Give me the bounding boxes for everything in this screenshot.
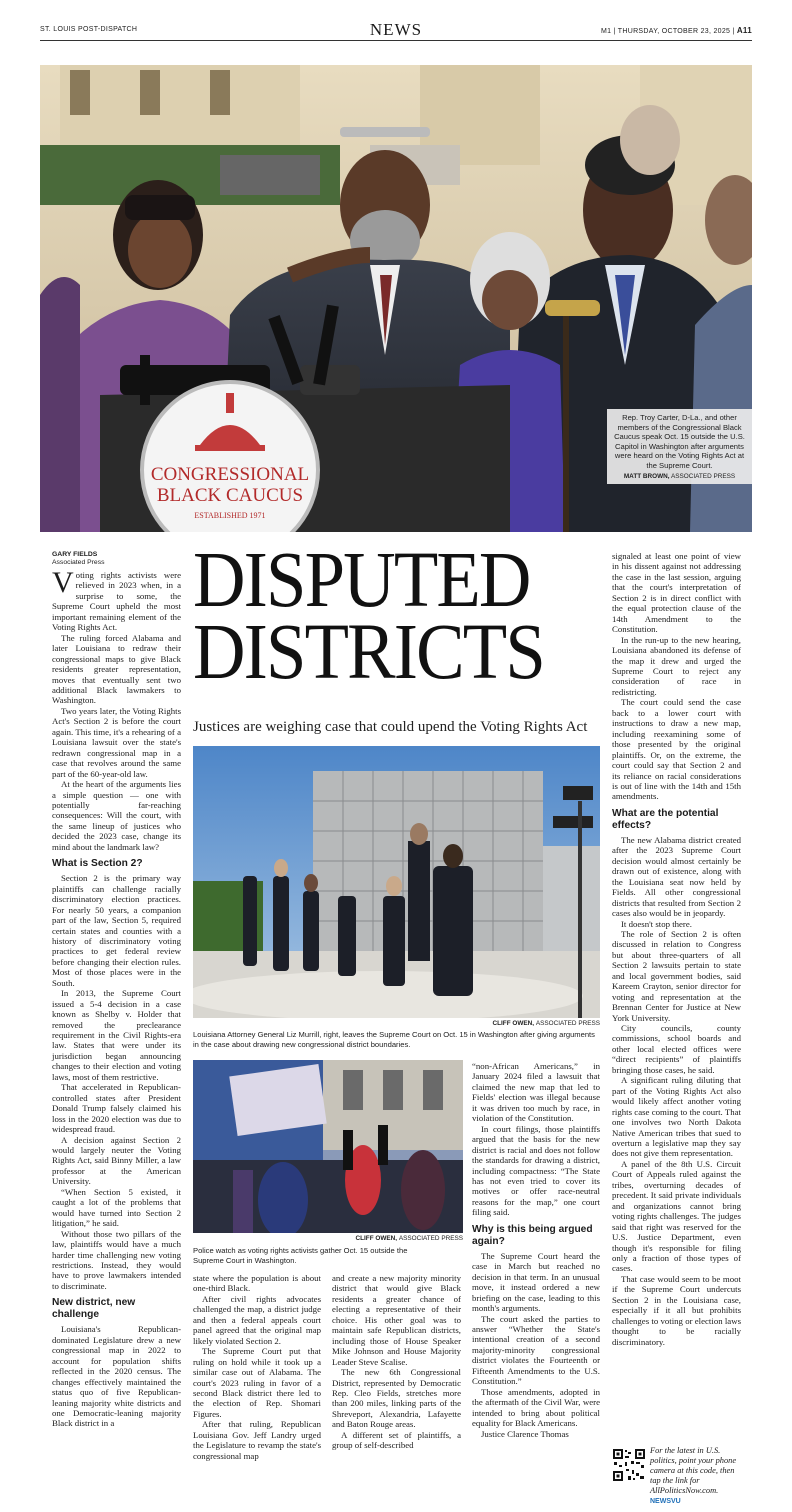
article-column-5 xyxy=(612,551,741,1347)
paragraph: In 2013, the Supreme Court issued a 5-4 decision in a case known as Shelby v. Holder that removed the preclearance requirement in the Civil Rights-era law. States that were under its jurisdiction began announcing changes to their election and voting laws, most of them restrictive. xyxy=(52,988,181,1082)
subhead: What is Section 2? xyxy=(52,858,143,870)
main-photo-credit-org: ASSOCIATED PRESS xyxy=(670,472,736,480)
deck: Justices are weighing case that could upend the Voting Rights Act xyxy=(193,719,588,735)
subhead: New district, new challenge xyxy=(52,1297,136,1321)
protest-photo xyxy=(193,1060,463,1233)
lede-text: oting rights activists were relieved in 2023 when, in a surprise to some, the Supreme Court upheld the most important remaining element of the Voting Rights Act. xyxy=(52,570,181,633)
paragraph: A significant ruling diluting that part of the Voting Rights Act also would likely affect another voting rights case coming to the court. That one involves two North Dakota Native American tribes that sued to overturn a legislative map they say does not give them representation. xyxy=(612,1075,741,1159)
podium-sign-est: ESTABLISHED 1971 xyxy=(194,511,266,520)
protest-photo-credit xyxy=(193,1235,463,1242)
section-label: NEWS xyxy=(369,20,423,39)
subhead: What are the potential effects? xyxy=(612,807,719,831)
paragraph: Louisiana's Republican-dominated Legislature drew a new congressional map in 2022 to account for population shifts reflected in the 2020 census. The changes effectively maintained the status quo of five Republican-leaning majority white districts and one Democratic-leaning majority Black district in a xyxy=(52,1324,181,1429)
page-number: A11 xyxy=(736,26,752,35)
paragraph: Justice Clarence Thomas xyxy=(481,1428,569,1439)
paragraph: The court asked the parties to answer “Whether the State's intentional creation of a second majority-minority congressional district violates the Fourteenth or Fifteenth Amendments to the U.S. Constitution.” xyxy=(472,1313,600,1387)
paragraph: The Supreme Court put that ruling on hold while it took up a similar case out of Alabama. The court's 2023 ruling in favor of a second Black district there led to the election of Rep. Shomari Figures. xyxy=(193,1346,321,1419)
podium-sign-line1: CONGRESSIONAL xyxy=(150,464,310,485)
lede-paragraph xyxy=(52,566,181,633)
court-photo-caption: Louisiana Attorney General Liz Murrill, right, leaves the Supreme Court on Oct. 15 in Washington after giving arguments in the case about drawing new congressional district boundaries. xyxy=(193,1030,595,1049)
article-column-2 xyxy=(193,1273,321,1461)
podium-sign-line2: BLACK CAUCUS xyxy=(156,485,304,506)
paragraph: City councils, county commissions, school boards and other local elected offices were “direct recipients” of plaintiffs bringing those cases, he said. xyxy=(612,1023,741,1075)
court-photo xyxy=(193,746,600,1018)
main-photo-caption: Rep. Troy Carter, D-La., and other members of the Congressional Black Caucus speak Oct. 15 outside the U.S. Capitol in Washington after arguments were heard on the Voting Rights Act at the Supreme Court. xyxy=(614,413,745,470)
byline-name: GARY FIELDS xyxy=(52,551,98,558)
paragraph: The new 6th Congressional District, represented by Democratic Rep. Cleo Fields, stretches more than 200 miles, linking parts of the Shreveport, Alexandria, Lafayette and Baton Rouge areas. xyxy=(332,1367,461,1430)
paragraph: After civil rights advocates challenged the map, a district judge and then a federal appeals court panel agreed that the original map likely violated Section 2. xyxy=(193,1293,321,1346)
drop-cap: V xyxy=(52,566,74,599)
paragraph: “When Section 5 existed, it caught a lot of the problems that would have turned into Section 2 litigation,” he said. xyxy=(52,1186,181,1229)
paragraph: In court filings, those plaintiffs argued that the basis for the new district is racial and does not follow the standards for drawing a district, including compactness: “The State has not even tried to cover its motives or offer race-neutral reasons for the map,” one court filing said. xyxy=(472,1123,600,1218)
paragraph: signaled at least one point of view in his dissent against not addressing the case in the last session, arguing that the court's interpretation of Section 2 is in direct conflict with the equal protection clause of the 14th Amendment to the Constitution. xyxy=(612,551,741,635)
main-photo-credit-name: MATT BROWN, xyxy=(623,472,670,480)
paragraph: After that ruling, Republican Louisiana Gov. Jeff Landry urged the Legislature to revamp the state's congressional map xyxy=(193,1419,321,1461)
paragraph: The Supreme Court heard the case in March but reached no decision in that term. In an unusual move, it instead ordered a new briefing on the case, leading to this month's arguments. xyxy=(472,1250,600,1314)
paragraph: Those amendments, adopted in the aftermath of the Civil War, were intended to bring about political equality for Black Americans. xyxy=(472,1386,600,1429)
court-photo-credit-name: CLIFF OWEN, xyxy=(492,1020,535,1027)
paragraph: The role of Section 2 is often discussed in relation to Congress but about three-quarters of all Section 2 lawsuits pertain to state and local government bodies, said Kareem Crayton, senior director for voting and representation at the Brennan Center for Justice at New York University. xyxy=(612,928,741,1023)
dateline-text: M1 | THURSDAY, OCTOBER 23, 2025 | xyxy=(600,28,735,35)
article-column-3 xyxy=(332,1273,461,1451)
byline-org: Associated Press xyxy=(52,559,105,566)
article-column-1 xyxy=(52,551,181,1429)
paragraph: “non-African Americans,” in January 2024 filed a lawsuit that claimed the new map that led to Fields' election was illegal because it was driven too much by race, in violation of the Constitution. xyxy=(472,1061,600,1124)
main-photo xyxy=(40,65,752,532)
subhead: Why is this being argued again? xyxy=(472,1223,593,1247)
paragraph: A decision against Section 2 would largely neuter the Voting Rights Act, said Binny Miller, a law professor at the American University. xyxy=(52,1134,181,1187)
paragraph: The ruling forced Alabama and later Louisiana to redraw their congressional maps to give Black residents greater representation, moves that eventually sent two additional Black lawmakers to Washington. xyxy=(52,632,181,706)
protest-photo-credit-org: ASSOCIATED PRESS xyxy=(398,1235,463,1242)
paragraph: Section 2 is the primary way plaintiffs can challenge racially discriminatory election practices. For nearly 50 years, a companion part of the law, Section 5, required certain states and counties with a history of discriminatory voting practices to get federal review before changing their election rules. Most of those places were in the South. xyxy=(52,873,181,988)
protest-photo-caption: Police watch as voting rights activists gather Oct. 15 outside the Supreme Court in Washington. xyxy=(193,1246,408,1265)
paragraph: That case would seem to be moot if the Supreme Court undercuts Section 2 in the Louisiana case, especially if it all but prohibits challenges to voting or election laws thought to be racially discriminatory. xyxy=(612,1273,741,1347)
newsvu-tag: NEWSVU xyxy=(650,1498,681,1505)
paragraph: The court could send the case back to a lower court with instructions to draw a new map, including reexamining some of those presented by the original plaintiffs. Or, on the extreme, the court could say that Section 2 and its reliance on racial considerations is out of line with the 14th and 15th amendments. xyxy=(612,697,741,802)
paragraph: Two years later, the Voting Rights Act's Section 2 is before the court again. This time, it's a rehearing of a Louisiana lawsuit over the state's redrawn congressional map in a case that revolves around the same part of the 60-year-old law. xyxy=(52,705,181,779)
promo-text-block xyxy=(650,1446,744,1507)
paragraph: A panel of the 8th U.S. Circuit Court of Appeals ruled against the tribes, overturning decades of precedent. It said private individuals and organizations cannot bring voting rights challenges. The judges said that right was reserved for the U.S. Justice Department, even though it's responsible for filing only a fraction of those types of cases. xyxy=(612,1158,741,1274)
newsvu-promo[interactable] xyxy=(612,1446,742,1505)
newspaper-name: ST. LOUIS POST-DISPATCH xyxy=(40,26,138,33)
court-photo-credit xyxy=(193,1020,600,1027)
protest-photo-illustration xyxy=(193,1060,463,1233)
paragraph: and create a new majority minority district that would give Black residents a greater chance of electing a representative of their choice. His other goal was to maintain safe Republican districts, including those of House Speaker Mike Johnson and House Majority Leader Steve Scalise. xyxy=(332,1273,461,1367)
promo-text: For the latest in U.S. politics, point your phone camera at this code, then tap the link for AllPoliticsNow.com. xyxy=(650,1446,737,1495)
paragraph: That accelerated in Republican-controlled states after President Donald Trump falsely claimed his loss in the 2020 election was due to widespread fraud. xyxy=(52,1082,181,1135)
main-photo-caption-box xyxy=(607,409,752,484)
folio-rule xyxy=(40,40,752,41)
folio-dateline xyxy=(601,26,752,35)
qr-code-icon[interactable] xyxy=(612,1448,646,1482)
court-photo-credit-org: ASSOCIATED PRESS xyxy=(535,1020,600,1027)
headline-line1: DISPUTED xyxy=(193,537,530,624)
paragraph: At the heart of the arguments lies a simple question — one with potentially far-reaching consequences: Will the court, with the same lineup of justices who decided the 2023 case, change its mind about the landmark law? xyxy=(52,779,181,852)
paragraph: It doesn't stop there. xyxy=(621,918,692,929)
court-photo-illustration xyxy=(193,746,600,1018)
headline-line2: DISTRICTS xyxy=(193,609,544,696)
paragraph: In the run-up to the new hearing, Louisiana abandoned its defense of the map it drew and urged the Supreme Court to reject any consideration of race in redistricting. xyxy=(612,634,741,697)
headline xyxy=(193,537,570,696)
paragraph: Without those two pillars of the law, plaintiffs would have a much harder time challenging new voting restrictions. Instead, they would have to prove lawmakers intended to discriminate. xyxy=(52,1228,181,1291)
protest-photo-credit-name: CLIFF OWEN, xyxy=(355,1235,398,1242)
main-photo-credit xyxy=(611,472,748,482)
paragraph: The new Alabama district created after the 2023 Supreme Court decision would almost certainly be drawn out of existence, along with the Louisiana seat now held by Fields. All other congressional districts that resulted from Section 2 cases also would be in jeopardy. xyxy=(612,834,741,919)
article-column-4 xyxy=(472,1061,600,1439)
paragraph: A different set of plaintiffs, a group of self-described xyxy=(332,1429,461,1451)
paragraph: state where the population is about one-third Black. xyxy=(193,1273,321,1294)
byline xyxy=(52,551,181,567)
